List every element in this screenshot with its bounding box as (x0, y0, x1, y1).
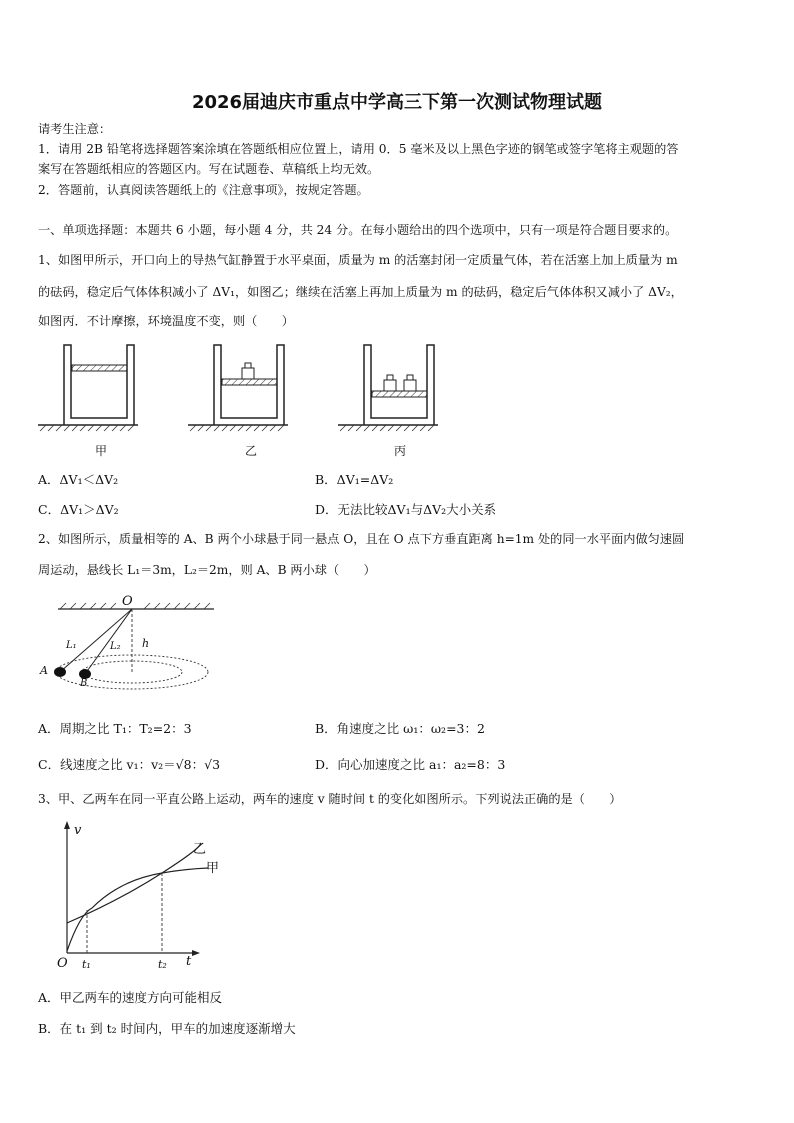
q1-fig-label-jia: 甲 (95, 444, 108, 458)
q2-option-a[interactable]: A．周期之比 T₁：T₂=2：3 (38, 721, 192, 736)
q2-option-d[interactable]: D．向心加速度之比 a₁：a₂=8：3 (315, 757, 506, 772)
q2-option-c[interactable]: C．线速度之比 v₁：v₂＝√8：√3 (38, 757, 221, 772)
q3-origin-o: O (57, 956, 68, 971)
q2-option-b[interactable]: B．角速度之比 ω₁：ω₂=3：2 (315, 721, 485, 736)
q2-label-b: B (80, 678, 88, 689)
cylinder-jia (38, 345, 138, 431)
q3-stem-line-1: 3、甲、乙两车在同一平直公路上运动，两车的速度 v 随时间 t 的变化如图所示。下列说法正确的是（ ） (38, 792, 622, 806)
section-heading: 一、单项选择题：本题共 6 小题，每小题 4 分，共 24 分。在每小题给出的四个选项中，只有一项是符合题目要求的。 (38, 223, 678, 237)
q1-fig-label-bing: 丙 (394, 444, 407, 458)
ball-a (54, 667, 66, 677)
q2-label-l1: L₁ (66, 640, 77, 651)
q3-curve-label-yi: 乙 (193, 842, 207, 857)
notice-heading: 请考生注意： (38, 122, 112, 136)
q2-label-h: h (142, 637, 150, 650)
q3-tick-t2: t₂ (158, 958, 167, 971)
q1-fig-label-yi: 乙 (245, 444, 258, 458)
q2-label-a: A (40, 664, 48, 677)
q1-option-b[interactable]: B．ΔV₁=ΔV₂ (315, 472, 394, 487)
q3-option-b[interactable]: B．在 t₁ 到 t₂ 时间内，甲车的加速度逐渐增大 (38, 1021, 296, 1036)
q3-axis-t: t (186, 954, 192, 969)
q1-stem-line-1: 1、如图甲所示，开口向上的导热气缸静置于水平桌面，质量为 m 的活塞封闭一定质量气体，若在活塞上加上质量为 m (38, 253, 678, 267)
q1-cylinder-figures (38, 338, 458, 438)
cylinder-bing (338, 345, 438, 431)
q3-velocity-time-graph (50, 818, 240, 968)
q1-option-a[interactable]: A．ΔV₁＜ΔV₂ (38, 472, 119, 487)
notice-item-2: 2．答题前，认真阅读答题纸上的《注意事项》，按规定答题。 (38, 183, 369, 197)
q3-curve-label-jia: 甲 (206, 861, 220, 876)
q1-option-d[interactable]: D．无法比较ΔV₁与ΔV₂大小关系 (315, 502, 497, 517)
q2-label-l2: L₂ (110, 641, 121, 652)
q3-tick-t1: t₁ (82, 958, 91, 971)
cylinder-yi (188, 345, 288, 431)
q1-stem-line-3: 如图丙．不计摩擦，环境温度不变，则（ ） (38, 314, 294, 328)
q3-axis-v: v (74, 823, 82, 838)
q2-stem-line-1: 2、如图所示，质量相等的 A、B 两个小球悬于同一悬点 O，且在 O 点下方垂直距离 h=1m 处的同一水平面内做匀速圆 (38, 532, 685, 546)
q3-option-a[interactable]: A．甲乙两车的速度方向可能相反 (38, 990, 223, 1005)
notice-item-1-line-1: 1．请用 2B 铅笔将选择题答案涂填在答题纸相应位置上，请用 0．5 毫米及以上黑色字迹的钢笔或签字笔将主观题的答 (38, 142, 679, 156)
q1-stem-line-2: 的砝码，稳定后气体体积减小了 ΔV₁，如图乙；继续在活塞上再加上质量为 m 的砝码，稳定后气体体积又减小了 ΔV₂， (38, 285, 683, 299)
notice-item-1-line-2: 案写在答题纸相应的答题区内。写在试题卷、草稿纸上均无效。 (38, 162, 380, 176)
q1-option-c[interactable]: C．ΔV₁＞ΔV₂ (38, 502, 119, 517)
q2-stem-line-2: 周运动，悬线长 L₁＝3m，L₂＝2m，则 A、B 两小球（ ） (38, 563, 376, 577)
page-title: 2026届迪庆市重点中学高三下第一次测试物理试题 (191, 92, 603, 113)
q2-label-o: O (122, 594, 133, 609)
